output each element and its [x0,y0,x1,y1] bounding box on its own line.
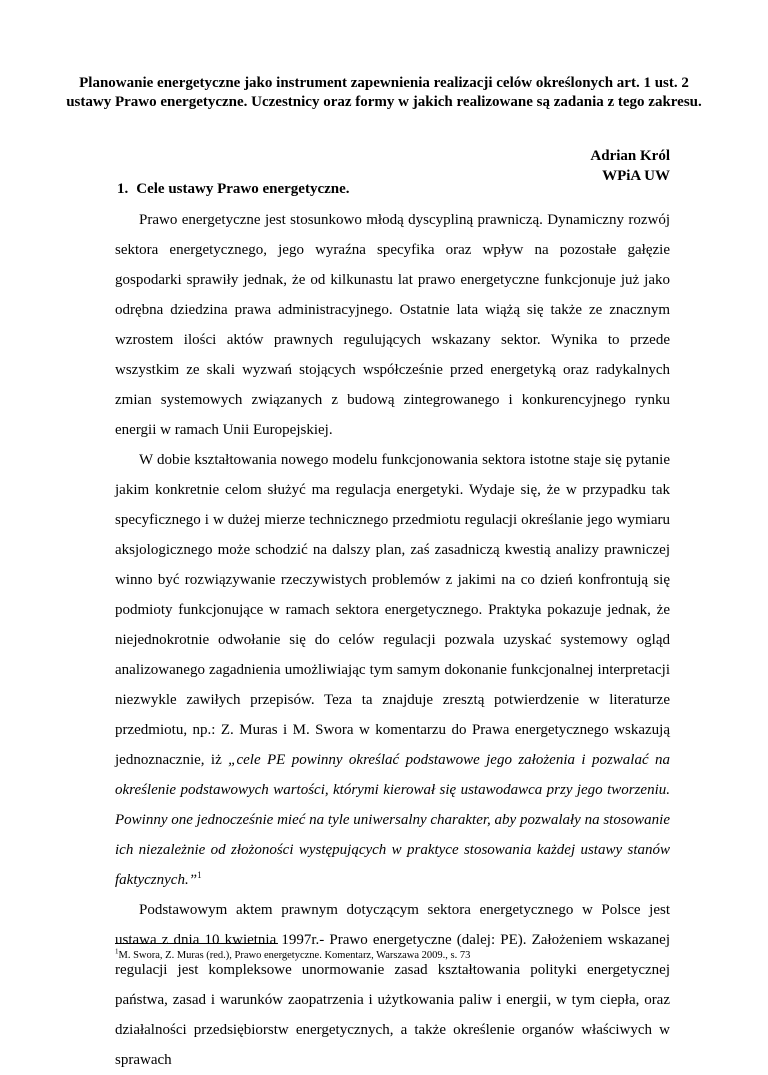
section-heading [117,179,350,199]
author-block [590,146,670,186]
paragraph-text: Prawo energetyczne jest stosunkowo młodą dyscypliną prawniczą. Dynamiczny rozwój sektora energetycznego, jego wyraźna specyfika oraz wpływ na pozostałe gałęzie gospodarki sprawiły jednak, że od kilkunastu lat prawo energetyczne funkcjonuje już jako odrębna dziedzina prawa administracyjnego. Ostatnie lata wiążą się także ze znacznym wzrostem ilości aktów prawnych regulujących wskazany sektor. Wynika to przede wszystkim ze skali wyzwań stojących współcześnie przed energetyką oraz radykalnych zmian systemowych związanych z budową zintegrowanego i konkurencyjnego rynku energii w ramach Unii Europejskiej. [115,212,670,438]
footnote [115,949,675,963]
paragraph [115,895,670,1075]
paragraph [115,205,670,445]
footnote-text: M. Swora, Z. Muras (red.), Prawo energetyczne. Komentarz, Warszawa 2009., s. 73 [118,950,471,961]
section-number: 1. [117,181,129,197]
footnote-reference[interactable]: 1 [197,870,202,880]
footnote-separator [115,943,278,944]
author-affiliation: WPiA UW [602,168,670,184]
paragraph-text: Podstawowym aktem prawnym dotyczącym sektora energetycznego w Polsce jest ustawa z dnia 10 kwietnia 1997r.- Prawo energetyczne (dalej: PE). Założeniem wskazanej regulacji jest kompleksowe unormowanie zasad kształtowania polityki energetycznej państwa, zasad i warunków zaopatrzenia i użytkowania paliw i energii, w tym ciepła, oraz działalności przedsiębiorstw energetycznych, a także określenie organów właściwych w sprawach [115,902,670,1068]
paragraph-text: W dobie kształtowania nowego modelu funkcjonowania sektora istotne staje się pytanie jakim konkretnie celom służyć ma regulacja energetyki. Wydaje się, że w przypadku tak specyficznego i w dużej mierze technicznego przedmiotu regulacji określanie jego wymiaru aksjologicznego może schodzić na dalszy plan, zaś zasadniczą kwestią analizy prawniczej winno być rozwiązywanie rzeczywistych problemów z jakimi na co dzień konfrontują się podmioty funkcjonujące w ramach sektora energetycznego. Praktyka pokazuje jednak, że niejednokrotnie odwołanie się do celów regulacji pozwala uzyskać systemowy ogląd analizowanego zagadnienia umożliwiając tym samym dokonanie funkcjonalnej interpretacji niezwykle zawiłych przepisów. Teza ta znajduje zresztą potwierdzenie w literaturze przedmiotu, np.: Z. Muras i M. Swora w komentarzu do Prawa energetycznego wskazują jednoznacznie, iż [115,452,670,768]
footnote-marker: 1 [115,947,119,956]
author-name: Adrian Król [590,148,670,164]
document-body [115,205,670,1075]
document-title: Planowanie energetyczne jako instrument zapewnienia realizacji celów określonych art. 1 ust. 2 ustawy Prawo energetyczne. Uczestnicy oraz formy w jakich realizowane są zadania z tego zakresu. [66,75,702,110]
quotation: „cele PE powinny określać podstawowe jego założenia i pozwalać na określenie podstawowych wartości, którymi kierował się ustawodawca przy jego tworzeniu. Powinny one jednocześnie mieć na tyle uniwersalny charakter, aby pozwalały na stosowanie ich niezależnie od złożoności występujących w praktyce stosowania każdej ustawy stanów faktycznych.” [115,752,671,888]
paragraph [115,445,670,895]
section-heading-text: Cele ustawy Prawo energetyczne. [136,181,350,197]
